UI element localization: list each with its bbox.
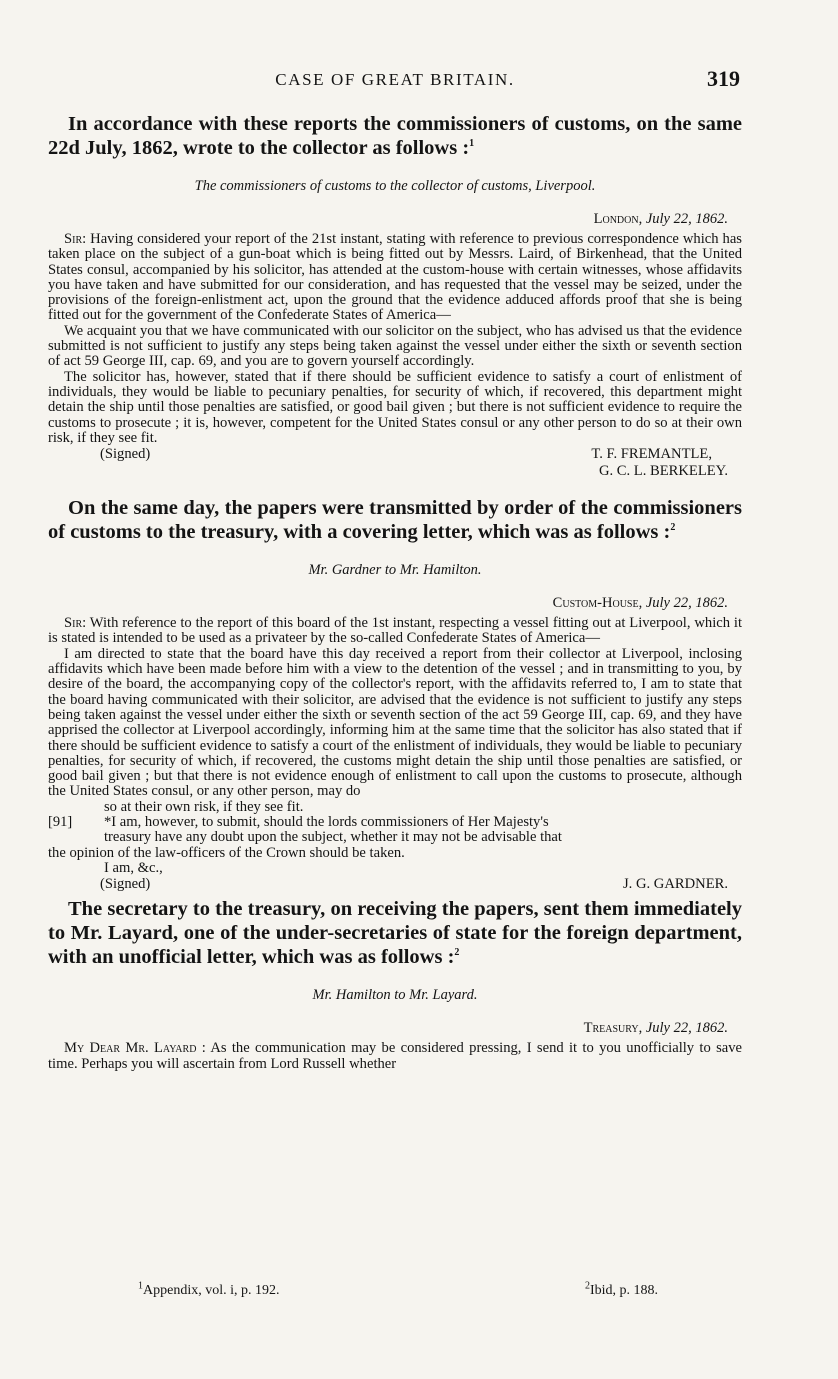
letter-text: Having considered your report of the 21st instant, stating with reference to previous correspondence which has taken place on the subject of a gun-boat which is being fitted out by Messrs. Laird, of Birkenhead, that the United States consul, accompanied by his solicitor, has attended at the custom-house with certain witnesses, whose affidavits you have taken and have submitted for our consideration, and has requested that the vessel may be seized, under the provisions of the foreign-enlistment act, upon the ground that the evidence adduced affords proof that she is being fitted out for the government of the Confederate States of America— xyxy=(48,231,742,324)
footnote-ref: 2 xyxy=(670,522,676,534)
dateline-date: July 22, 1862. xyxy=(645,211,728,227)
running-head xyxy=(48,66,742,94)
footnote-text: Appendix, vol. i, p. 192. xyxy=(143,1283,280,1298)
footnote-text: Ibid, p. 188. xyxy=(589,1283,658,1298)
signer-name: T. F. FREMANTLE, xyxy=(591,446,712,463)
letter-heading: Mr. Hamilton to Mr. Layard. xyxy=(312,987,478,1004)
letter-text: With reference to the report of this board of the 1st instant, respecting a vessel fitting out at Liverpool, which it is stated is intended to be used as a privateer by the so-called Confederate States of America— xyxy=(48,615,742,647)
margin-reference: [91] xyxy=(48,814,73,831)
letter-paragraph-line: the opinion of the law-officers of the Crown should be taken. xyxy=(48,844,405,861)
letter-text: *I am, however, to submit, should the lords commissioners of Her Majesty's xyxy=(104,814,549,831)
letter-paragraph xyxy=(48,1041,742,1072)
letter-heading: The commissioners of customs to the collector of customs, Liverpool. xyxy=(194,178,596,194)
footnote-2 xyxy=(584,1280,658,1299)
book-page xyxy=(48,0,742,1379)
narrative-paragraph-3 xyxy=(48,897,742,969)
dateline-date: July 22, 1862. xyxy=(645,595,728,612)
dateline-place: Custom-House, xyxy=(552,595,643,612)
narrative-paragraph-1 xyxy=(48,112,742,160)
narrative-text: The secretary to the treasury, on receiving the papers, sent them immediately to Mr. Layard, one of the under-secretaries of state for the foreign department, with an unofficial letter, which was as follows : xyxy=(48,898,742,969)
signature-row xyxy=(48,463,742,480)
letter-dateline xyxy=(48,211,728,228)
salutation: Sir: xyxy=(64,231,87,247)
dateline-place: Treasury, xyxy=(583,1020,643,1037)
letter-text: As the communication may be considered pressing, I send it to you unofficially to save time. Perhaps you will ascertain from Lord Russell whether xyxy=(48,1040,743,1072)
dateline-place: London, xyxy=(593,211,643,227)
letter-dateline xyxy=(48,595,728,612)
page-body xyxy=(48,112,742,1072)
salutation: My Dear Mr. Layard : xyxy=(64,1040,206,1057)
footnote-ref: 2 xyxy=(454,947,460,959)
signed-label: (Signed) xyxy=(100,446,151,463)
signer-name: J. G. GARDNER. xyxy=(623,876,728,893)
signed-label: (Signed) xyxy=(100,876,151,893)
letter-paragraph: I am directed to state that the board have this day received a report from their collector at Liverpool, inclosing affidavits which have been made before him with a view to the detention of the vessel ; and in transmitting to you, by desire of the board, the accompanying copy of the collector's report, with the affidavits referred to, I am to state that the board having communicated with their solicitor, are advised that the evidence is not sufficient to justify any steps being taken against the vessel under either the sixth or seventh section of the act 59 George III, cap. 69, and they have apprised the collector at Liverpool accordingly, informing him at the same time that the solicitor has also stated that if there should be sufficient evidence to satisfy a court of the enlistment of individuals, they would be liable to pecuniary penalties, for security of which, if recovered, the customs might detain the ship until those penalties are satisfied, or good bail given ; but that there is not evidence enough of enlistment to call upon the customs to prosecute, although the United States consul, or any other person, may do xyxy=(48,645,742,800)
letter-paragraph xyxy=(48,815,742,830)
dateline-date: July 22, 1862. xyxy=(645,1020,728,1037)
letter-dateline xyxy=(48,1020,728,1037)
letter-paragraph: We acquaint you that we have communicated with our solicitor on the subject, who has advised us that the evidence submitted is not sufficient to justify any steps being taken against the vessel under either the sixth or seventh section of act 59 George III, cap. 69, and you are to govern yourself accordingly. xyxy=(48,322,742,370)
signature-row xyxy=(48,876,742,893)
closing: I am, &c., xyxy=(104,859,163,876)
letter-paragraph-end: so at their own risk, if they see fit. xyxy=(104,798,304,815)
letter-paragraph: The solicitor has, however, stated that if there should be sufficient evidence to satisfy a court of enlistment of individuals, they would be liable to pecuniary penalties, for security of which, if recovered, this department might detain the ship until those penalties are satisfied, or good bail given ; but there is not sufficient evidence to require the customs to prosecute ; it is, however, competent for the United States consul or any other person to do so at their own risk, if they see fit. xyxy=(48,368,742,446)
narrative-text: In accordance with these reports the commissioners of customs, on the same 22d July, 1862, wrote to the collector as follows : xyxy=(48,113,742,159)
page-number: 319 xyxy=(707,66,740,91)
letter-paragraph xyxy=(48,616,742,647)
letter-paragraph xyxy=(48,232,742,324)
footnote-ref: 1 xyxy=(469,138,475,150)
salutation: Sir: xyxy=(64,615,87,632)
footnote-mark: 2 xyxy=(584,1280,590,1292)
narrative-paragraph-2 xyxy=(48,496,742,544)
footnote-mark: 1 xyxy=(138,1280,143,1292)
letter-heading: Mr. Gardner to Mr. Hamilton. xyxy=(308,562,482,579)
running-head-title: CASE OF GREAT BRITAIN. xyxy=(275,70,515,89)
signer-name: G. C. L. BERKELEY. xyxy=(598,463,728,480)
narrative-text: On the same day, the papers were transmitted by order of the commissioners of customs to the treasury, with a covering letter, which was as follows : xyxy=(48,497,742,544)
letter-paragraph-line: treasury have any doubt upon the subject, whether it may not be advisable that xyxy=(104,829,562,846)
footnote-1 xyxy=(138,1280,280,1299)
signature-row xyxy=(48,446,742,463)
